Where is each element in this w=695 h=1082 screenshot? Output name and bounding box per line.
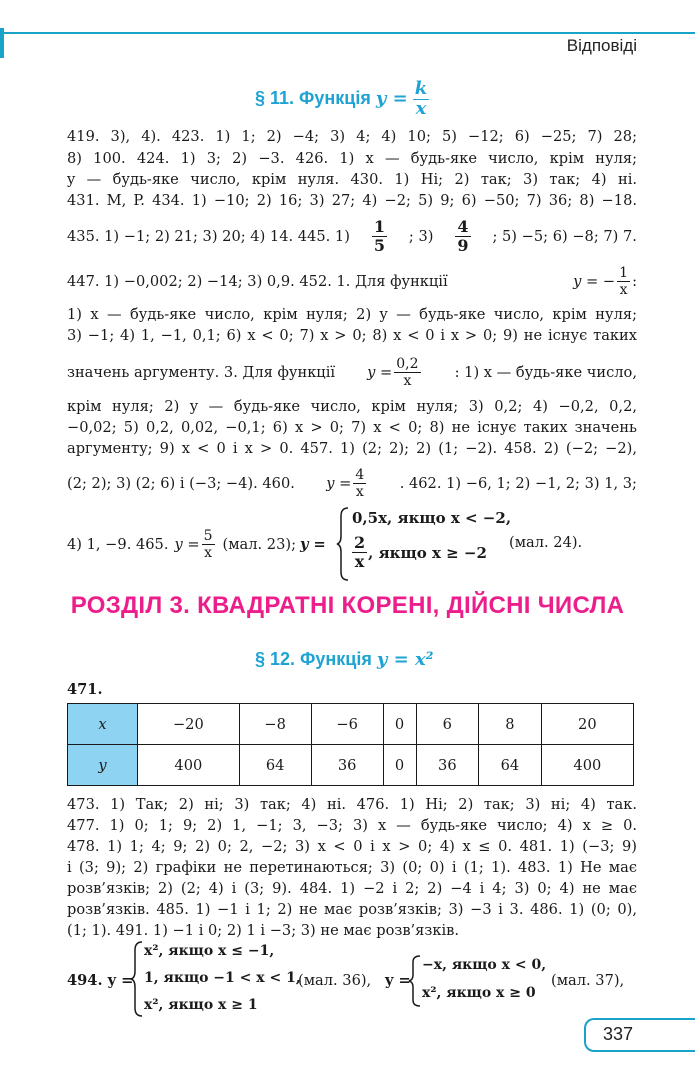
answer-line: 1) x — будь-яке число, крім нуля; 2) y — будь-яке число, крім нуля; bbox=[67, 306, 637, 323]
answer-text: : bbox=[632, 272, 637, 290]
table-cell: 36 bbox=[311, 745, 383, 786]
fraction: $\frac{1}{x}$ bbox=[619, 264, 629, 298]
table-cell: 64 bbox=[239, 745, 311, 786]
figure-reference: (мал. 37), bbox=[551, 972, 625, 989]
section-12-title bbox=[255, 649, 434, 670]
answer-text: (2; 2); 3) (2; 6) і (−3; −4). 460. bbox=[67, 474, 295, 492]
values-table bbox=[67, 703, 634, 786]
section-11-label: § 11. Функція bbox=[255, 88, 371, 109]
piecewise-case-3: x², якщо x ≥ 1 bbox=[144, 997, 258, 1013]
table-header-x: x bbox=[68, 704, 138, 745]
formula-lhs: y = bbox=[385, 972, 411, 989]
answer-line: 8) 100. 424. 1) 3; 2) −3. 426. 1) x — будь-яке число, крім нуля; bbox=[67, 150, 637, 167]
fraction: $\frac{5}{x}$ bbox=[203, 527, 213, 561]
answer-text: . 462. 1) −6, 1; 2) −1, 2; 3) 1, 3; bbox=[399, 474, 637, 492]
fraction: 2 x bbox=[354, 533, 366, 571]
brace-icon bbox=[130, 940, 144, 1018]
table-header-y: y bbox=[68, 745, 138, 786]
formula-lhs: y = bbox=[174, 535, 200, 553]
table-cell: 8 bbox=[479, 704, 542, 745]
answer-line-with-fractions bbox=[67, 213, 637, 259]
fraction-numerator: k bbox=[414, 78, 428, 99]
section-11-title bbox=[255, 80, 429, 119]
table-cell: 0 bbox=[383, 704, 416, 745]
table-cell: 0 bbox=[383, 745, 416, 786]
table-cell: 64 bbox=[479, 745, 542, 786]
task-number: 471. bbox=[67, 681, 103, 698]
piecewise-case-1: −x, якщо x < 0, bbox=[422, 957, 547, 973]
answer-line-with-fractions bbox=[67, 350, 637, 394]
formula-lhs: y = − bbox=[573, 272, 616, 290]
piecewise-case-2: x², якщо x ≥ 0 bbox=[422, 985, 536, 1001]
page-number-frame bbox=[584, 1018, 695, 1052]
table-cell: 400 bbox=[138, 745, 240, 786]
chapter-title: РОЗДІЛ 3. КВАДРАТНІ КОРЕНІ, ДІЙСНІ ЧИСЛА bbox=[70, 592, 625, 619]
answer-line: y — будь-яке число, крім нуля. 430. 1) Ні; 2) так; 3) так; 4) ні. bbox=[67, 171, 637, 188]
answer-line: розв’язків. 485. 1) −1 і 1; 2) не має розв’язків; 3) −3 і 3. 486. 1) (0; 0), bbox=[67, 901, 637, 918]
answer-text: ; 5) −5; 6) −8; 7) 7. bbox=[492, 227, 637, 245]
answer-line: крім нуля; 2) y — будь-яке число, крім нуля; 3) 0,2; 4) −0,2, 0,2, bbox=[67, 398, 637, 415]
formula bbox=[367, 357, 422, 388]
table-row bbox=[68, 745, 634, 786]
header-rule bbox=[4, 32, 695, 34]
brace-icon bbox=[336, 506, 350, 582]
answer-text: 447. 1) −0,002; 2) −14; 3) 0,9. 452. 1. Для функції bbox=[67, 272, 448, 290]
answer-line-with-fractions bbox=[67, 462, 637, 504]
task-494-label: 494. y = bbox=[67, 972, 134, 989]
formula bbox=[174, 529, 216, 560]
answer-line: аргументу; 9) x < 0 і x > 0. 457. 1) (2; 2); 2) (1; −2). 458. 2) (−2; −2), bbox=[67, 440, 637, 457]
page-number: 337 bbox=[603, 1024, 634, 1044]
running-header: Відповіді bbox=[566, 36, 637, 55]
answer-line: 431. M, P. 434. 1) −10; 2) 16; 3) 27; 4) −2; 5) 9; 6) −50; 7) 36; 8) −18. bbox=[67, 192, 637, 209]
answer-line: 478. 1) 1; 4; 9; 2) 0; 2, −2; 3) x < 0 і x > 0; 4) x ≤ 0. 481. 1) (−3; 9) bbox=[67, 838, 637, 855]
case-text: , якщо x ≥ −2 bbox=[368, 543, 487, 562]
answer-line: 473. 1) Так; 2) ні; 3) так; 4) ні. 476. 1) Ні; 2) так; 3) ні; 4) так. bbox=[67, 796, 637, 813]
answer-line: 477. 1) 0; 1; 9; 2) 1, −1; 3, −3; 3) x — будь-яке число; 4) x ≥ 0. bbox=[67, 817, 637, 834]
answer-text: (мал. 23); bbox=[222, 535, 296, 553]
table-cell: 6 bbox=[416, 704, 479, 745]
formula-lhs: y = bbox=[367, 363, 393, 381]
section-12-label: § 12. Функція bbox=[255, 649, 372, 669]
table-cell: 20 bbox=[541, 704, 633, 745]
formula-lhs: y = bbox=[300, 535, 326, 553]
piecewise-case-2 bbox=[352, 535, 487, 570]
answer-line: (1; 1). 491. 1) −1 і 0; 2) 1 і −3; 3) не має розв’язків. bbox=[67, 922, 459, 939]
answer-text: : 1) x — будь-яке число, bbox=[454, 363, 637, 381]
answer-line-with-fractions bbox=[67, 259, 637, 303]
formula bbox=[326, 468, 368, 499]
table-cell: −8 bbox=[239, 704, 311, 745]
answer-line: 3) −1; 4) 1, −1, 0,1; 6) x < 0; 7) x > 0; 8) x < 0 і x > 0; 9) не існує таких bbox=[67, 327, 637, 344]
answer-text: 4) 1, −9. 465. bbox=[67, 535, 169, 553]
piecewise-case-1: x², якщо x ≤ −1, bbox=[144, 943, 275, 959]
formula-lhs: y = bbox=[326, 474, 352, 492]
table-row bbox=[68, 704, 634, 745]
answer-line: −0,02; 5) 0,2, 0,02, −0,1; 6) x > 0; 7) x < 0; 8) не існує таких значень bbox=[67, 419, 637, 436]
figure-reference: (мал. 24). bbox=[509, 534, 583, 551]
figure-reference: (мал. 36), bbox=[298, 972, 372, 989]
brace-icon bbox=[408, 954, 422, 1008]
table-cell: 400 bbox=[541, 745, 633, 786]
section-11-fraction bbox=[413, 80, 429, 119]
fraction: $\frac{0,2}{x}$ bbox=[396, 355, 419, 389]
answer-line: і (3; 9); 2) графіки не перетинаються; 3) (0; 0) і (1; 1). 483. 1) Не має bbox=[67, 859, 637, 876]
answer-line: 419. 3), 4). 423. 1) 1; 2) −4; 3) 4; 4) 10; 5) −12; 6) −25; 7) 28; bbox=[67, 128, 637, 145]
table-cell: −6 bbox=[311, 704, 383, 745]
answer-line-piecewise bbox=[67, 524, 326, 564]
fraction: 1 5 bbox=[373, 216, 385, 255]
section-11-func: y = bbox=[375, 88, 408, 110]
piecewise-case-2: 1, якщо −1 < x < 1, bbox=[144, 970, 301, 986]
table-cell: 36 bbox=[416, 745, 479, 786]
answer-text: ; 3) bbox=[408, 227, 434, 245]
answer-text: значень аргументу. 3. Для функції bbox=[67, 363, 336, 381]
piecewise-case-1: 0,5x, якщо x < −2, bbox=[352, 509, 512, 527]
answer-text: 435. 1) −1; 2) 21; 3) 20; 4) 14. 445. 1) bbox=[67, 227, 350, 245]
section-12-func: y = x² bbox=[376, 649, 434, 670]
answer-line: розв’язків; 2) (2; 4) і (3; 9). 484. 1) −2 і 2; 2) −4 і 4; 3) 0; 4) не має bbox=[67, 880, 637, 897]
fraction-denominator: x bbox=[415, 97, 427, 119]
fraction: $\frac{4}{x}$ bbox=[355, 466, 365, 500]
fraction: 4 9 bbox=[457, 216, 469, 255]
formula bbox=[573, 266, 637, 297]
table-cell: −20 bbox=[138, 704, 240, 745]
